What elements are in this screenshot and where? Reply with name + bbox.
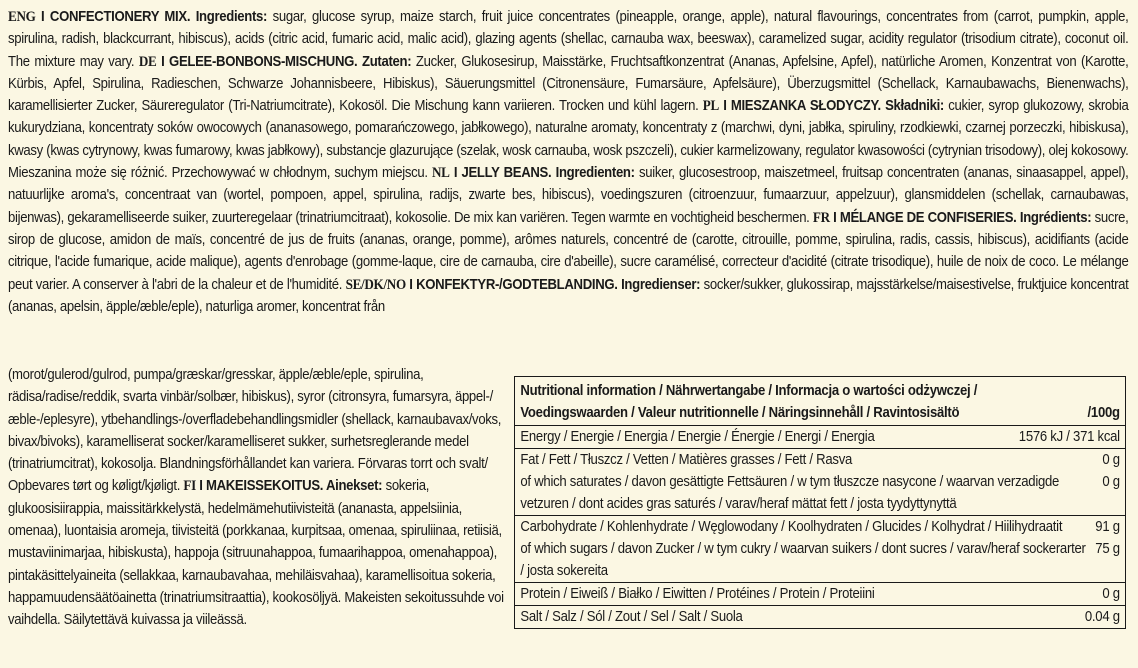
lang-code-fi: FI (183, 478, 196, 495)
table-row (515, 516, 1125, 538)
table-row (515, 471, 1125, 515)
table-row (515, 583, 1125, 605)
salt-value: 0.04 g (1084, 609, 1120, 625)
nutrition-header-line2: Voedingswaarden / Valeur nutritionnelle / Näringsinnehåll / Ravintosisältö (520, 405, 960, 421)
eng-ingredients: sugar, glucose syrup, maize starch, fruit juice concentrates (pineapple, orange, apple), natural flavourings, concentrates from (carrot, pumpkin, apple, spirulina, radish, blackcurrant, hibiscus), acids (citric acid, fumaric acid, malic acid), glazing agents (shellac, carnauba wax, beeswax), caramelized sugar, acidity regulator (trisodium citrate), coconut oil. The mixture may vary. (8, 9, 1129, 70)
lang-code-nl: NL (431, 165, 450, 182)
saturates-label: of which saturates / davon gesättigte Fettsäuren / w tym tłuszcze nasycone / waarvan verzadigde vetzuren / dont acides gras saturés / varav/heraf mättat fett / josta tyydyttynyttä (520, 474, 1060, 512)
pl-ingredients: cukier, syrop glukozowy, skrobia kukurydziana, koncentraty soków owocowych (ananasowego, pomarańczowego, jabłkowego), naturalne aromaty, koncentraty z (marchwi, dyni, jabłka, spiruliny, rzodkiewki, czarnej porzeczki, hibiskusa), kwasy (kwas cytrynowy, kwas fumarowy, kwas jabłkowy), substancje glazurujące (szelak, wosk carnauba, wosk pszczeli), cukier karmelizowany, regulator kwasowości (cytrynian trisodowy), olej kokosowy. Mieszanina może się różnić. Przechowywać w chłodnym, suchym miejscu. (8, 98, 1129, 182)
table-row (515, 538, 1125, 582)
nl-heading: I JELLY BEANS. Ingredienten: (449, 165, 635, 182)
salt-label: Salt / Salz / Sól / Zout / Sel / Salt / Suola (520, 609, 743, 625)
energy-label: Energy / Energie / Energia / Energie / Énergie / Energi / Energia (520, 429, 875, 445)
saturates-value: 0 g (1102, 474, 1120, 490)
pl-heading: I MIESZANKA SŁODYCZY. Składniki: (718, 98, 944, 115)
se-ingredients-continued: (morot/gulerod/gulrod, pumpa/græskar/gresskar, äpple/æble/eple, spirulina, rädisa/radise/reddik, svarta vinbär/solbær, hibiskus), syror (citronsyra, fumarsyra, äppel-/æble-/eplesyre), ytbehandlings-/overfladebehandlingsmidler (shellack, karnaubavax/voks, bivax/bivoks), karamelliserat socker/karamelliseret sukker, surhetsreglerande medel (trinatriumcitrat), kokosolja. Blandningsförhållandet kan variera. Förvaras torrt och svalt/ Opbevares tørt og køligt/kjøligt. (8, 367, 502, 495)
lang-code-pl: PL (702, 98, 719, 115)
protein-label: Protein / Eiweiß / Białko / Eiwitten / Protéines / Protein / Proteiini (520, 586, 875, 602)
fat-value: 0 g (1102, 452, 1120, 468)
carbohydrate-label: Carbohydrate / Kohlenhydrate / Węglowodany / Koolhydraten / Glucides / Kolhydrat / Hiilihydraatit (520, 519, 1063, 535)
fat-label: Fat / Fett / Tłuszcz / Vetten / Matières grasses / Fett / Rasva (520, 452, 853, 468)
se-ingredients: socker/sukker, glukossirap, majsstärkelse/maisestivelse, fruktjuice koncentrat (ananas, apelsin, äpple/æble/eple), naturliga aromer, koncentrat från (8, 276, 1129, 315)
de-heading: I GELEE-BONBONS-MISCHUNG. Zutaten: (156, 53, 412, 70)
carbohydrate-value: 91 g (1095, 519, 1120, 535)
sugars-value: 75 g (1095, 541, 1120, 557)
fi-heading: I MAKEISSEKOITUS. Ainekset: (195, 478, 383, 495)
fr-ingredients: sucre, sirop de glucose, amidon de maïs, concentré de jus de fruits (ananas, orange, pomme), arômes naturels, concentré de (carotte, citrouille, pomme, spirulina, radis, cassis, hibiscus), acidifiants (acide citrique, l'acide fumarique, acide malique), agents d'enrobage (gomme-laque, cire de carnauba, cire d'abeille), sucre caramélisé, correcteur d'acidité (citrate trisodique), huile de noix de coco. Le mélange peut varier. A conserver à l'abri de la chaleur et de l'humidité. (8, 209, 1129, 293)
nutrition-header-line1: Nutritional information / Nährwertangabe / Informacja o wartości odżywczej / (520, 383, 978, 399)
lang-code-se: SE/DK/NO (345, 276, 406, 293)
protein-group (515, 583, 1125, 606)
energy-group (515, 426, 1125, 449)
fr-heading: I MÉLANGE DE CONFISERIES. Ingrédients: (829, 209, 1092, 226)
sugars-label: of which sugars / davon Zucker / w tym cukry / waarvan suikers / dont sucres / varav/heraf sockerarter / josta sokereita (520, 541, 1086, 579)
nl-ingredients: suiker, glucosestroop, maiszetmeel, fruitsap concentraten (ananas, sinaasappel, appel), natuurlijke aroma's, concentraat van (wortel, pompoen, appel, spirulina, radijs, zwarte bes, hibiscus), voedingszuren (citroenzuur, fumaarzuur, appelzuur), glansmiddelen (schellak, carnaubawas, bijenwas), gekaramelliseerde suiker, zuurteregelaar (trinatriumcitraat), kokosolie. De mix kan variëren. Tegen warmte en vochtigheid beschermen. (8, 165, 1129, 226)
nutrition-header (515, 377, 1125, 426)
protein-value: 0 g (1102, 586, 1120, 602)
eng-heading: I CONFECTIONERY MIX. Ingredients: (35, 9, 268, 25)
fi-ingredients: sokeria, glukoosisiirappia, maissitärkkelystä, hedelmämehutiivisteitä (ananasta, appelsiinia, omenaa), luontaisia aromeja, tiivisteitä (porkkanaa, kurpitsaa, omenaa, spiruliinaa, retiisiä, mustaviinimarjaa, hibiskusta), happoja (sitruunahappoa, fumaarihappoa, omenahappoa), pintakäsittelyaineita (sellakkaa, karnaubavahaa, mehiläisvahaa), karamellisoitua sokeria, happamuudensäätöainetta (trinatriumsitraattia), kookosöljyä. Makeisten sekoitussuhde voi vaihdella. Säilytettävä kuivassa ja viileässä. (8, 478, 504, 629)
lang-code-fr: FR (812, 209, 830, 226)
lang-code-de: DE (138, 53, 157, 70)
table-row (515, 426, 1125, 448)
carbohydrate-group (515, 516, 1125, 583)
ingredients-multilingual-text (8, 6, 1129, 318)
lang-code-eng: ENG (8, 9, 36, 25)
nutrition-table (514, 376, 1126, 629)
table-row (515, 449, 1125, 471)
table-row (515, 606, 1125, 628)
de-ingredients: Zucker, Glukosesirup, Maisstärke, Fruchtsaftkonzentrat (Ananas, Apfelsine, Apfel), natürliche Aromen, Konzentrat von (Karotte, Kürbis, Apfel, Spirulina, Radieschen, Schwarze Johannisbeere, Hibiskus), Säuerungsmittel (Citronensäure, Fumarsäure, Apfelsäure), Überzugsmittel (Schellack, Karnaubawachs, Bienenwachs), karamellisierter Zucker, Säureregulator (Tri-Natriumcitrate), Kokosöl. Die Mischung kann variieren. Trocken und kühl lagern. (8, 53, 1129, 115)
energy-value: 1576 kJ / 371 kcal (1018, 429, 1120, 445)
ingredients-left-column (8, 364, 508, 632)
salt-group (515, 606, 1125, 628)
fat-group (515, 449, 1125, 516)
per-100g: /100g (1087, 405, 1120, 421)
se-heading: I KONFEKTYR-/GODTEBLANDING. Ingredienser: (405, 276, 701, 293)
